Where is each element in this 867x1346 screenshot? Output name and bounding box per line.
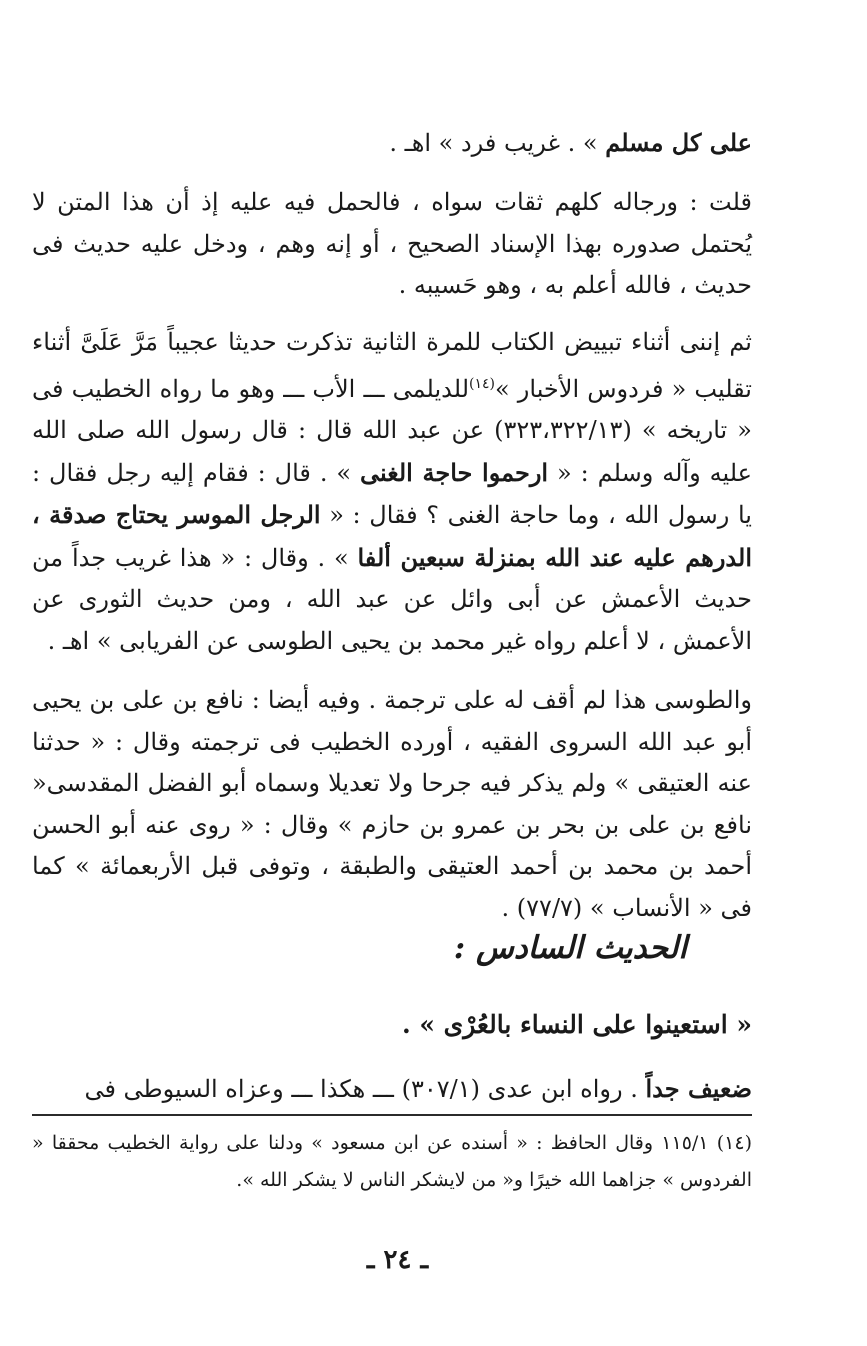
footnote-reference: (١٤) <box>469 375 495 392</box>
paragraph-3-part1: ثم إننى أثناء تبييض الكتاب للمرة الثانية تذكرت حديثا عجيباً مَرَّ عَلَىَّ أثناء تقليب « فردوس الأخبار » <box>32 328 752 403</box>
paragraph-2 <box>32 182 752 307</box>
paragraph-2-text: قلت : ورجاله كلهم ثقات سواه ، فالحمل فيه عليه إذ أن هذا المتن لا يُحتمل صدوره بهذا الإسناد الصحيح ، أو إنه وهم ، ودخل عليه حديث فى حديث ، فالله أعلم به ، وهو حَسيبه . <box>32 188 753 299</box>
paragraph-1-text: » . غريب فرد » اهـ . <box>389 129 606 157</box>
paragraph-1-bold: على كل مسلم <box>605 128 752 157</box>
hadith-grade-bold: ضعيف جداً <box>645 1074 752 1103</box>
paragraph-4-text: والطوسى هذا لم أقف له على ترجمة . وفيه أيضا : نافع بن على بن يحيى أبو عبد الله السروى الفقيه ، أورده الخطيب فى ترجمته وقال : « حدثنا عنه العتيقى » ولم يذكر فيه جرحا ولا تعديلا وسماه أبو الفضل المقدسى« نافع بن على بن بحر بن عمرو بن حازم » وقال : « روى عنه أبو الحسن أحمد بن محمد بن أحمد العتيقى والطبقة ، وتوفى قبل الأربعمائة » كما فى « الأنساب » (٧٧/٧) . <box>32 686 752 922</box>
page-number: ـ ٢٤ ـ <box>366 1245 429 1275</box>
hadith-grade-text: . رواه ابن عدى (٣٠٧/١) ـــ هكذا ـــ وعزاه السيوطى فى <box>84 1075 646 1103</box>
paragraph-4 <box>32 680 752 929</box>
hadith-grade <box>32 1068 752 1110</box>
footnote-separator <box>32 1114 752 1116</box>
footnote: (١٤) ١١٥/١ وقال الحافظ : « أسنده عن ابن مسعود » ودلنا على رواية الخطيب محققا « الفردوس » جزاهما الله خيرًا و« من لايشكر الناس لا يشكر الله ». <box>32 1132 752 1191</box>
paragraph-3 <box>32 322 752 662</box>
paragraph-3-bold-2: الرجل الموسر يحتاج صدقة ، الدرهم عليه عند الله بمنزلة سبعين ألفا <box>32 500 752 572</box>
paragraph-3-part3: » . قال : فقام إليه رجل فقال : يا رسول الله ، وما حاجة الغنى ؟ فقال : « <box>32 458 752 529</box>
paragraph-3-part2: للديلمى ـــ الأب ـــ وهو ما رواه الخطيب فى « تاريخه » (٣٢٣،٣٢٢/١٣) عن عبد الله قال : قال رسول الله صلى الله عليه وآله وسلم : « <box>32 374 752 487</box>
paragraph-1 <box>32 122 752 165</box>
paragraph-3-bold-1: ارحموا حاجة الغنى <box>360 457 549 487</box>
paragraph-3-part4: » . وقال : « هذا غريب جداً من حديث الأعمش عن أبى وائل عن عبد الله ، ومن حديث الثورى عن الأعمش ، لا أعلم رواه غير محمد بن يحيى الطوسى عن الفريابى » اهـ . <box>32 543 752 655</box>
hadith-text: « استعينوا على النساء بالعُرْى » . <box>401 1010 752 1039</box>
section-heading: الحديث السادس : <box>453 930 687 966</box>
